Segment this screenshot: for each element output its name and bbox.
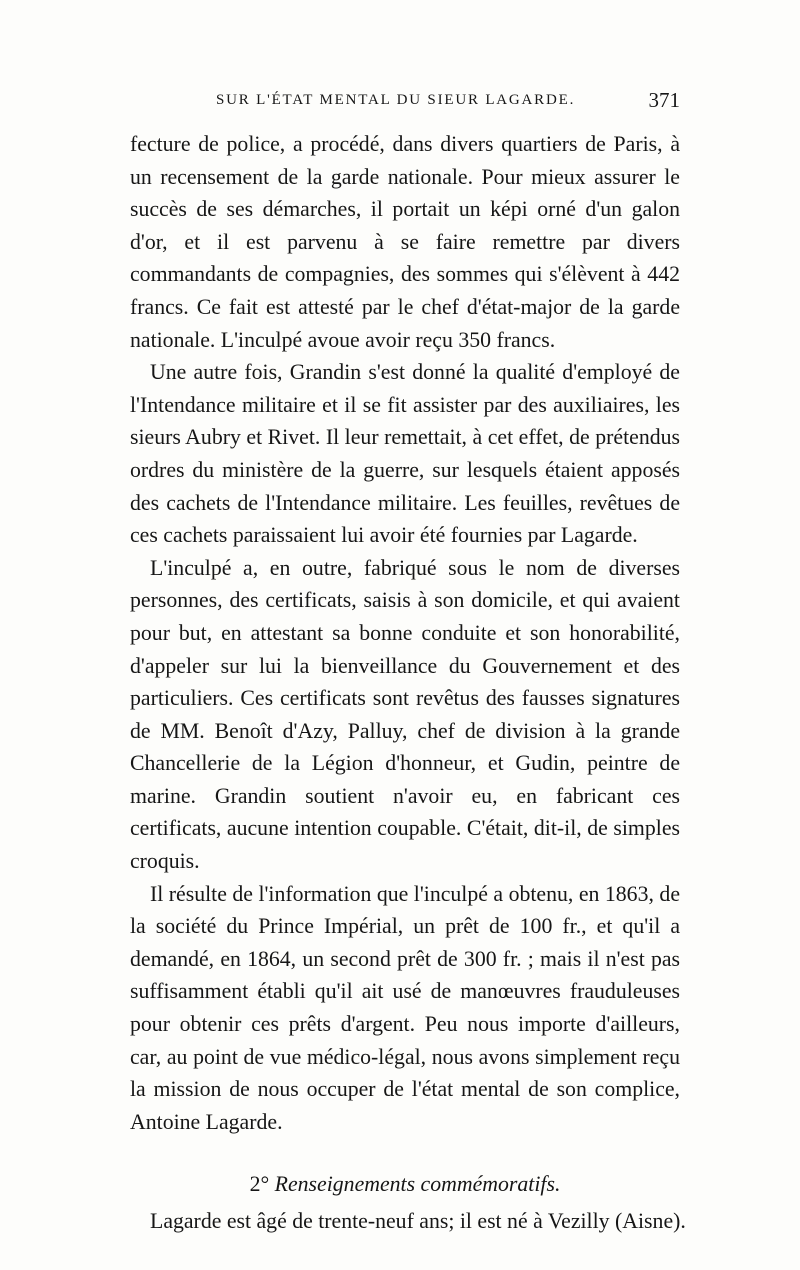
running-head (130, 88, 680, 128)
running-title: SUR L'ÉTAT MENTAL DU SIEUR LAGARDE. (216, 92, 576, 108)
body-text (130, 128, 680, 1138)
section-title: Renseignements commémoratifs. (274, 1172, 561, 1197)
paragraph-information: Il résulte de l'information que l'inculpé a obtenu, en 1863, de la société du Prince Impérial, un prêt de 100 fr., et qu'il a demandé, en 1864, un second prêt de 300 fr. ; mais il n'est pas suffisamment établi qu'il ait usé de manœuvres frauduleuses pour obtenir ces prêts d'argent. Peu nous importe d'ailleurs, car, au point de vue médico-légal, nous avons simplement reçu la mission de nous occuper de l'état mental de son complice, Antoine Lagarde. (130, 881, 680, 1134)
paragraph-continued: fecture de police, a procédé, dans divers quartiers de Paris, à un recensement de la garde nationale. Pour mieux assurer le succès de ses démarches, il portait un képi orné d'un galon d'or, et il est parvenu à se faire remettre par divers commandants de compagnies, des sommes qui s'élèvent à 442 francs. Ce fait est attesté par le chef d'état-major de la garde nationale. L'inculpé avoue avoir reçu 350 francs. (130, 132, 680, 352)
section-heading (130, 1168, 680, 1201)
paragraph-final: Lagarde est âgé de trente-neuf ans; il est né à Vezilly (Aisne). (150, 1209, 686, 1233)
text-column (130, 88, 686, 1238)
paragraph-certificats: L'inculpé a, en outre, fabriqué sous le nom de diverses personnes, des certificats, saisis à son domicile, et qui avaient pour but, en attestant sa bonne conduite et son honorabilité, d'appeler sur lui la bienveillance du Gouvernement et des particuliers. Ces certificats sont revêtus des fausses signatures de MM. Benoît d'Azy, Palluy, chef de division à la grande Chancellerie de la Légion d'honneur, et Gudin, peintre de marine. Grandin soutient n'avoir eu, en fabricant ces certificats, aucune intention coupable. C'était, dit-il, de simples croquis. (130, 555, 680, 874)
paragraph-intendance: Une autre fois, Grandin s'est donné la qualité d'employé de l'Intendance militaire et il se fit assister par des auxiliaires, les sieurs Aubry et Rivet. Il leur remettait, à cet effet, de prétendus ordres du ministère de la guerre, sur lesquels étaient apposés des cachets de l'Intendance militaire. Les feuilles, revêtues de ces cachets paraissaient lui avoir été fournies par Lagarde. (130, 360, 680, 548)
section-number: 2° (249, 1172, 270, 1197)
page-number: 371 (648, 88, 680, 112)
